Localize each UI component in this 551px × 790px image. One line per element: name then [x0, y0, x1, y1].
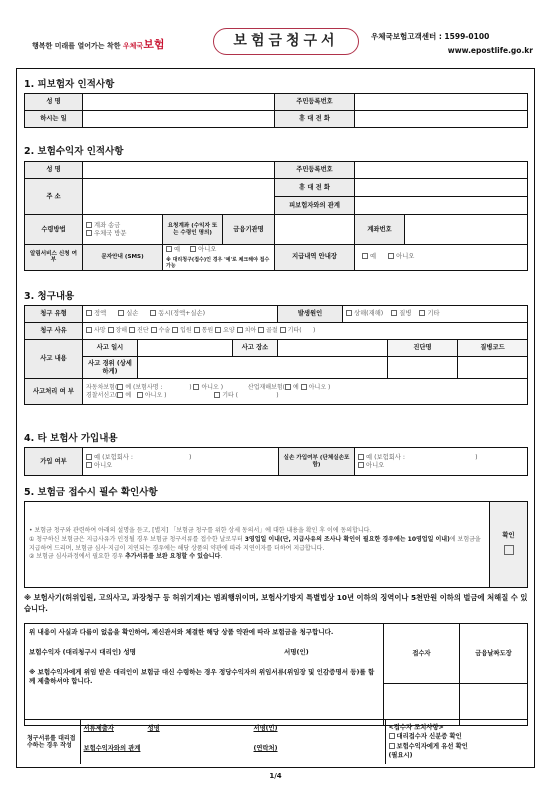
- checkbox-icon[interactable]: [151, 327, 157, 333]
- indemnity-options: [355, 448, 528, 476]
- sign-table: [24, 623, 528, 726]
- receiver-col: 접수자: [384, 624, 460, 684]
- cause-disease: 질병: [399, 310, 412, 318]
- checkbox-icon[interactable]: [280, 327, 286, 333]
- acc-label: 사고 내용: [25, 340, 83, 379]
- indemnity-close: ): [475, 453, 478, 461]
- checkbox-icon[interactable]: [86, 222, 92, 228]
- insured-jumin-field[interactable]: [355, 94, 528, 111]
- checkbox-icon[interactable]: [117, 392, 123, 398]
- checkbox-icon[interactable]: [118, 310, 124, 316]
- indemnity-yes: 예 (보험회사 :: [366, 453, 405, 461]
- name-label: 성 명: [25, 94, 83, 111]
- mobile-label: 휴 대 전 화: [275, 111, 355, 128]
- job-label: 하시는 일: [25, 111, 83, 128]
- checkbox-icon[interactable]: [362, 253, 368, 259]
- acc-place-label: 사고 장소: [233, 340, 278, 357]
- reason-diagnosis: 진단: [137, 327, 149, 335]
- acc-date-label: 사고 일시: [83, 340, 138, 357]
- confirm-p2a: ① 청구하신 보험금은 지급사유가 인정될 경우 보험금 청구서류를 접수한 날로부터: [29, 535, 245, 543]
- claim-table: [24, 305, 528, 405]
- checkbox-icon[interactable]: [358, 454, 364, 460]
- fraud-warning: ※ 보험사기(허위입원, 고의사고, 과장청구 등 허위기재)는 범죄행위이며, 보험사기방지 특별법상 10년 이하의 징역이나 5천만원 이하의 벌금에 처해질 수 있습니다.: [24, 593, 528, 613]
- reason-label: 청구 사유: [25, 323, 83, 340]
- checkbox-icon[interactable]: [258, 327, 264, 333]
- checkbox-icon[interactable]: [388, 253, 394, 259]
- ben-mobile-field[interactable]: [355, 179, 528, 197]
- confirm-p3: [29, 553, 485, 562]
- type-label: 청구 유형: [25, 306, 83, 323]
- sign-line: [29, 648, 379, 658]
- submitter-phone[interactable]: (연락처): [253, 744, 278, 752]
- checkbox-icon[interactable]: [215, 327, 221, 333]
- acc-place-field[interactable]: [278, 340, 388, 357]
- website: www.epostlife.go.kr: [447, 46, 533, 55]
- checkbox-icon[interactable]: [129, 327, 135, 333]
- auto-close: ): [189, 384, 192, 392]
- auto-ins-label: 자동차보험(: [86, 384, 118, 392]
- checkbox-icon[interactable]: [193, 384, 199, 390]
- pay-notice-no: 아니오: [396, 253, 415, 261]
- checkbox-icon[interactable]: [86, 310, 92, 316]
- acc-detail-field[interactable]: [138, 357, 388, 379]
- checkbox-icon[interactable]: [137, 392, 143, 398]
- checkbox-icon[interactable]: [285, 384, 291, 390]
- acct-no-field[interactable]: [405, 215, 528, 245]
- method-visit-label: 우체국 방문: [94, 229, 127, 237]
- slogan-brand: 우체국: [122, 42, 144, 50]
- type-options: [83, 306, 278, 323]
- reason-close: ): [313, 327, 316, 335]
- action-id-check: 대리접수자 신분증 확인: [396, 733, 462, 741]
- relation-label: 피보험자와의 관계: [275, 197, 355, 215]
- reason-disability: 장해: [115, 327, 128, 335]
- police-yes: 예: [125, 391, 132, 399]
- form-frame: [16, 68, 535, 768]
- handling-options: [83, 379, 528, 405]
- pay-notice-yes: 예: [370, 253, 377, 261]
- jumin-label: 주민등록번호: [275, 94, 355, 111]
- receiver-actions: [385, 720, 528, 764]
- ind-no: 아니오 ): [308, 384, 331, 392]
- checkbox-icon[interactable]: [86, 230, 92, 236]
- section-2-heading: 2. 보험수익자 인적사항: [24, 146, 124, 157]
- actions-title: <접수자 조치사항>: [388, 723, 444, 731]
- slogan-text: 행복한 미래를 열어가는 착한: [32, 42, 121, 50]
- checkbox-icon[interactable]: [117, 384, 123, 390]
- checkbox-icon[interactable]: [86, 454, 92, 460]
- confirm-p1: • 보험금 청구와 관련하여 아래의 설명을 듣고, [별지] 「보험금 청구를 위한 상세 동의서」에 대한 내용을 확인 후 이에 동의합니다.: [29, 527, 372, 535]
- method-visit[interactable]: [86, 230, 159, 238]
- ind-yes: 예: [293, 384, 299, 392]
- reason-other: 기타(: [287, 327, 302, 335]
- indemnity-label: 실손 가입여부 (단체실손포함): [279, 448, 355, 476]
- confirm-p3c: .: [220, 553, 223, 561]
- relation-row: [84, 745, 382, 759]
- police-no: 아니오 ): [144, 391, 167, 399]
- ben-mobile-label: 휴 대 전 화: [275, 179, 355, 197]
- acc-detail-label: 사고 경위 (상세하게): [83, 357, 138, 379]
- submitter-sign[interactable]: 서명(인): [253, 724, 278, 732]
- checkbox-icon[interactable]: [237, 327, 243, 333]
- submitter-row: [84, 725, 382, 739]
- other-ins-table: [24, 447, 528, 476]
- slogan-logo: 보험: [143, 38, 165, 51]
- confirm-p3b: 추가서류를 보완 요청할 수 있습니다: [125, 553, 221, 561]
- bank-field[interactable]: [275, 215, 355, 245]
- cause-label: 발생원인: [278, 306, 343, 323]
- checkbox-icon[interactable]: [150, 310, 156, 316]
- insured-name-field[interactable]: [83, 94, 275, 111]
- call-center: 우체국보험고객센터 : 1599-0100: [371, 32, 490, 41]
- submitter-relation-label: 보험수익자와의 관계: [83, 744, 141, 752]
- acc-date-field[interactable]: [138, 340, 233, 357]
- type-fixed: 정액: [94, 310, 107, 318]
- reason-surgery: 수술: [158, 327, 171, 335]
- action-phone-note: (필요시): [388, 752, 413, 760]
- action-phone-check: 보험수익자에게 유선 확인: [396, 742, 468, 750]
- header: [0, 0, 551, 62]
- section-5-heading: 5. 보험금 접수시 필수 확인사항: [24, 487, 158, 498]
- proxy-requirement: ※ 보험수익자에게 위임 받은 대리인이 보험금 대신 수령하는 경우 정당수익자의 위임서류(위임장 및 인감증명서 등)를 함께 제출하셔야 합니다.: [29, 667, 375, 686]
- checkbox-icon[interactable]: [172, 327, 178, 333]
- acct-no-label: 계좌번호: [355, 215, 405, 245]
- checkbox-icon[interactable]: [86, 327, 92, 333]
- cause-injury: 상해(재해): [354, 310, 384, 318]
- other-ins-close: ): [189, 453, 192, 461]
- confirm-label: 확인: [502, 531, 515, 539]
- confirm-p3a: ② 보험금 심사과정에서 필요한 경우: [29, 553, 126, 561]
- type-both: 동시(정액+실손): [158, 310, 206, 318]
- slogan: [32, 38, 164, 51]
- sms-options: [163, 245, 275, 256]
- checkbox-icon[interactable]: [346, 310, 352, 316]
- diag-field[interactable]: [388, 357, 458, 379]
- sign-body: [25, 624, 384, 726]
- footer-table: [24, 719, 528, 764]
- disease-code-field[interactable]: [458, 357, 528, 379]
- reason-fracture: 골절: [266, 327, 278, 335]
- ben-jumin-label: 주민등록번호: [275, 162, 355, 179]
- relation-field[interactable]: [355, 197, 528, 215]
- method-transfer[interactable]: [86, 222, 159, 230]
- addr-label: 주 소: [25, 179, 83, 215]
- proxy-note: ※ 대리청구(접수)인 경우 '예'로 체크해야 접수 가능: [163, 256, 275, 271]
- receiver-signature[interactable]: 서명(인): [284, 647, 309, 656]
- auto-yes: 예 (보험사명 :: [125, 384, 163, 392]
- reason-options: [83, 323, 528, 340]
- type-indemnity: 실손: [126, 310, 139, 318]
- method-options: [83, 215, 163, 245]
- reason-death: 사망: [94, 327, 106, 335]
- ben-jumin-field[interactable]: [355, 162, 528, 179]
- checkbox-icon[interactable]: [194, 327, 200, 333]
- checkbox-icon[interactable]: [389, 743, 395, 749]
- sms-no: 아니오: [198, 246, 217, 254]
- addr-field[interactable]: [83, 179, 275, 215]
- disease-code-label: 질병코드: [458, 340, 528, 357]
- ben-name-label: 성 명: [25, 162, 83, 179]
- confirm-p2b: 3영업일 이내(단, 지급사유의 조사나 확인이 필요한 경우에는 10영업일 이내): [244, 535, 450, 543]
- cause-options: [343, 306, 528, 323]
- method-label: 수령방법: [25, 215, 83, 245]
- beneficiary-table: [24, 161, 528, 271]
- checkbox-icon[interactable]: [419, 310, 425, 316]
- indemnity-no: 아니오: [366, 461, 385, 469]
- submitter-label: 서류제출자: [83, 724, 114, 732]
- reason-hospital: 입원: [180, 327, 192, 335]
- confirm-table: [24, 501, 528, 588]
- confirm-p2: [29, 536, 485, 553]
- reason-outpatient: 통원: [201, 327, 214, 335]
- form-title-text: 보험금청구서: [233, 33, 339, 50]
- insured-table: [24, 93, 528, 128]
- confirm-text: [25, 502, 490, 588]
- industrial-label: 산업재해보험(: [247, 384, 286, 392]
- sms-label: 문자안내 (SMS): [83, 245, 163, 271]
- other-ins-no: 아니오: [94, 461, 113, 469]
- police-label: 경찰서신고(: [86, 391, 118, 399]
- page-number: 1/4: [269, 772, 282, 780]
- checkbox-icon[interactable]: [391, 310, 397, 316]
- receiver-label: 보험수익자 (대리청구시 대리인) 성명: [29, 647, 136, 656]
- req-acct-label: 요청계좌 (수익자 또는 수령인 명의): [163, 215, 223, 245]
- sms-yes: 예: [174, 246, 181, 254]
- section-1-heading: 1. 피보험자 인적사항: [24, 79, 115, 90]
- confirm-p2c: 에 보험금을 지급하여 드리며, 보험금 심사·지급이 지연되는 경우에는 해당 상품의 약관에 따라 지연이자를 더하여 지급합니다.: [29, 535, 481, 552]
- section-3-heading: 3. 청구내용: [24, 291, 75, 302]
- bank-label: 금융기관명: [223, 215, 275, 245]
- diag-label: 진단명: [388, 340, 458, 357]
- other-ins-label: 가입 여부: [25, 448, 83, 476]
- other-ins-yes: 예 (보험회사 :: [94, 453, 133, 461]
- reason-dental: 치아: [244, 327, 257, 335]
- insured-job-field[interactable]: [83, 111, 275, 128]
- checkbox-icon[interactable]: [214, 392, 220, 398]
- handling-label: 사고처리 여 부: [25, 379, 83, 405]
- sign-confirm-text: 위 내용이 사실과 다름이 없음을 확인하여, 제신관서와 체결한 해당 상품 약관에 따라 보험금을 청구합니다.: [29, 628, 334, 636]
- other-ins-options: [83, 448, 279, 476]
- confirm-checkbox[interactable]: [504, 545, 514, 555]
- insured-mobile-field[interactable]: [355, 111, 528, 128]
- section-4-heading: 4. 타 보험사 가입내용: [24, 433, 118, 444]
- handling-other: 기타 (: [222, 391, 239, 399]
- pay-notice-label: 지급내역 안내장: [275, 245, 355, 271]
- alert-label: 알림서비스 신청 여부: [25, 245, 83, 271]
- checkbox-icon[interactable]: [301, 384, 307, 390]
- auto-no: 아니오 ): [201, 384, 224, 392]
- checkbox-icon[interactable]: [86, 462, 92, 468]
- footer-label: 청구서류를 대리접수하는 경우 작성: [24, 720, 80, 764]
- footer-fields: [80, 720, 385, 764]
- form-title: [213, 28, 359, 55]
- date-stamp-col: 금융날짜도장: [460, 624, 528, 684]
- checkbox-icon[interactable]: [190, 246, 196, 252]
- reason-care: 요양: [223, 327, 235, 335]
- pay-notice-options: [355, 245, 528, 271]
- cause-other: 기타: [427, 310, 440, 318]
- handling-other-close: ): [276, 391, 279, 399]
- checkbox-icon[interactable]: [389, 733, 395, 739]
- checkbox-icon[interactable]: [358, 462, 364, 468]
- checkbox-icon[interactable]: [108, 327, 114, 333]
- checkbox-icon[interactable]: [166, 246, 172, 252]
- confirm-cell: [490, 502, 528, 588]
- submitter-name-label: 성명: [147, 724, 160, 732]
- ben-name-field[interactable]: [83, 162, 275, 179]
- method-transfer-label: 계좌 송금: [94, 221, 121, 229]
